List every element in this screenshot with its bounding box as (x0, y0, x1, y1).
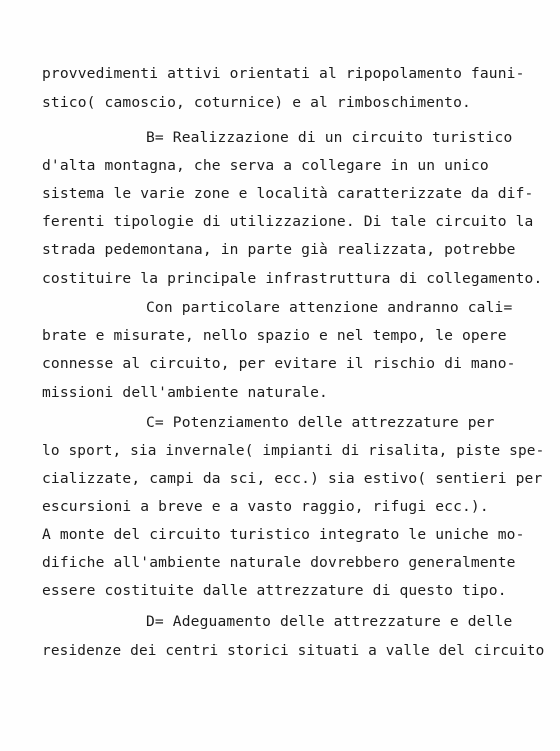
text-line-9: Con particolare attenzione andranno cali= (146, 299, 513, 316)
text-line-6: ferenti tipologie di utilizzazione. Di tale circuito la (42, 213, 534, 230)
text-line-11: connesse al circuito, per evitare il rischio di mano- (42, 355, 516, 372)
text-line-19: essere costituite dalle attrezzature di questo tipo. (42, 582, 507, 599)
text-line-3: B= Realizzazione di un circuito turistico (146, 129, 513, 146)
text-line-16: escursioni a breve e a vasto raggio, rifugi ecc.). (42, 498, 489, 515)
text-line-7: strada pedemontana, in parte già realizzata, potrebbe (42, 241, 516, 258)
text-line-14: lo sport, sia invernale( impianti di risalita, piste spe- (42, 443, 545, 459)
text-line-2: stico( camoscio, coturnice) e al rimboschimento. (42, 94, 471, 111)
text-line-12: missioni dell'ambiente naturale. (42, 384, 328, 401)
text-line-10: brate e misurate, nello spazio e nel tempo, le opere (42, 327, 507, 344)
text-line-15: cializzate, campi da sci, ecc.) sia estivo( sentieri per (42, 470, 543, 487)
text-line-1: provvedimenti attivi orientati al ripopolamento fauni- (42, 65, 525, 82)
text-line-21: residenze dei centri storici situati a valle del circuito (42, 643, 545, 659)
text-line-13: C= Potenziamento delle attrezzature per (146, 414, 495, 431)
text-line-4: d'alta montagna, che serva a collegare in un unico (42, 157, 489, 174)
text-line-8: costituire la principale infrastruttura di collegamento. (42, 270, 543, 287)
text-line-17: A monte del circuito turistico integrato le uniche mo- (42, 526, 525, 543)
text-line-18: difiche all'ambiente naturale dovrebbero generalmente (42, 554, 516, 571)
text-line-5: sistema le varie zone e località caratterizzate da dif- (42, 185, 534, 202)
text-line-20: D= Adeguamento delle attrezzature e delle (146, 613, 513, 630)
